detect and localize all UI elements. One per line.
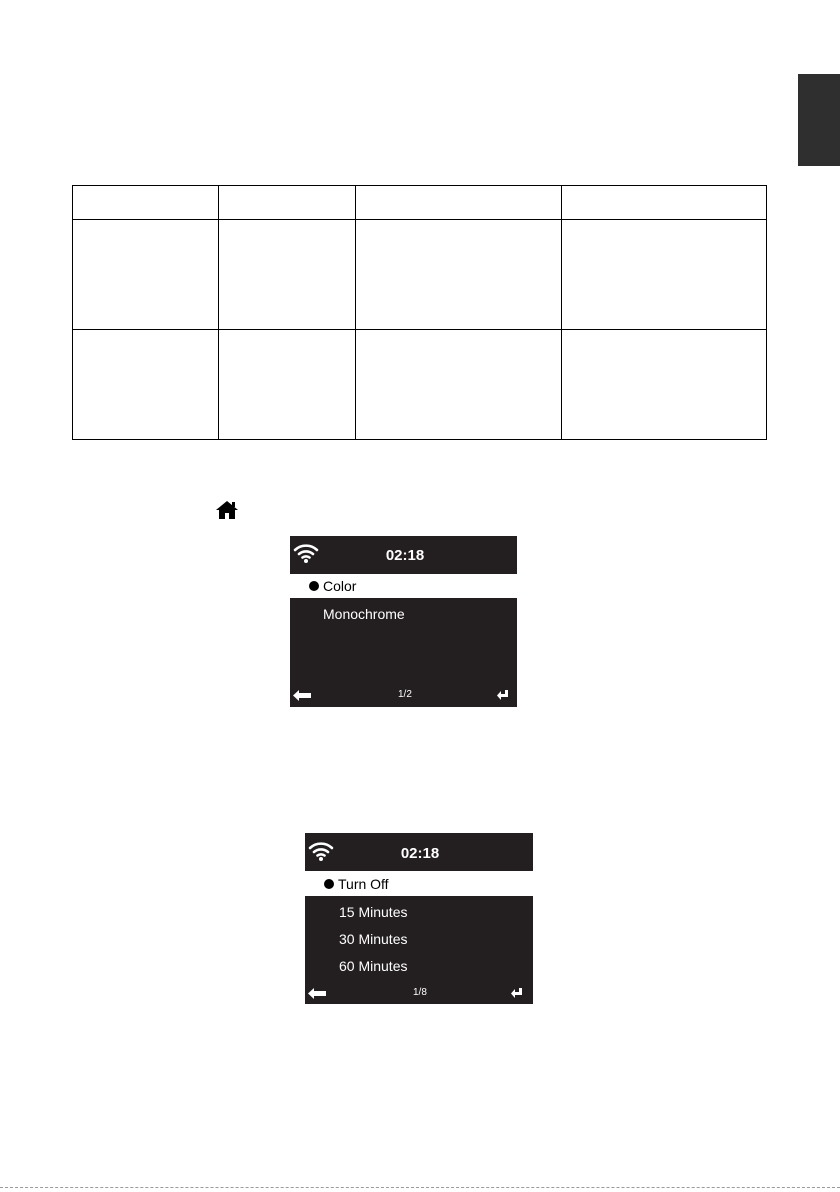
table-cell: [73, 186, 219, 220]
selected-radio-icon: [309, 581, 319, 591]
table-row: [73, 220, 767, 330]
table-cell: [73, 330, 219, 440]
spec-table: [72, 185, 767, 440]
table-row: [73, 330, 767, 440]
table-cell: [73, 220, 219, 330]
page-indicator: 1/8: [413, 987, 427, 998]
menu-item-selected[interactable]: [305, 871, 533, 896]
table-cell: [219, 220, 356, 330]
clock-time: 02:18: [400, 845, 440, 862]
page-indicator: 1/2: [398, 689, 412, 700]
table-cell: [356, 186, 562, 220]
back-arrow-icon[interactable]: [293, 690, 311, 701]
menu-item[interactable]: 60 Minutes: [339, 958, 408, 974]
table-header-row: [73, 186, 767, 220]
table-cell: [356, 330, 562, 440]
page-edge-rule: [0, 1187, 840, 1188]
language-side-tab: [798, 74, 840, 166]
menu-item-selected[interactable]: [290, 574, 517, 598]
menu-item-label: Color: [323, 578, 357, 594]
selected-radio-icon: [324, 879, 334, 889]
menu-item[interactable]: Monochrome: [323, 606, 405, 622]
table-cell: [219, 330, 356, 440]
menu-item[interactable]: 15 Minutes: [339, 904, 408, 920]
radio-display-screen: [305, 833, 533, 1004]
table-cell: [219, 186, 356, 220]
wifi-icon: [293, 542, 319, 564]
table-cell: [562, 186, 767, 220]
wifi-icon: [308, 840, 334, 862]
table-cell: [356, 220, 562, 330]
table-cell: [562, 330, 767, 440]
status-bar: [290, 536, 517, 574]
menu-item-label: Turn Off: [338, 876, 389, 892]
menu-item[interactable]: 30 Minutes: [339, 931, 408, 947]
radio-display-screen: [290, 536, 517, 707]
enter-icon[interactable]: [497, 690, 508, 700]
table-cell: [562, 220, 767, 330]
back-arrow-icon[interactable]: [308, 988, 326, 999]
clock-time: 02:18: [385, 547, 425, 564]
enter-icon[interactable]: [511, 988, 522, 998]
home-icon: [216, 501, 238, 519]
status-bar: [305, 833, 533, 871]
